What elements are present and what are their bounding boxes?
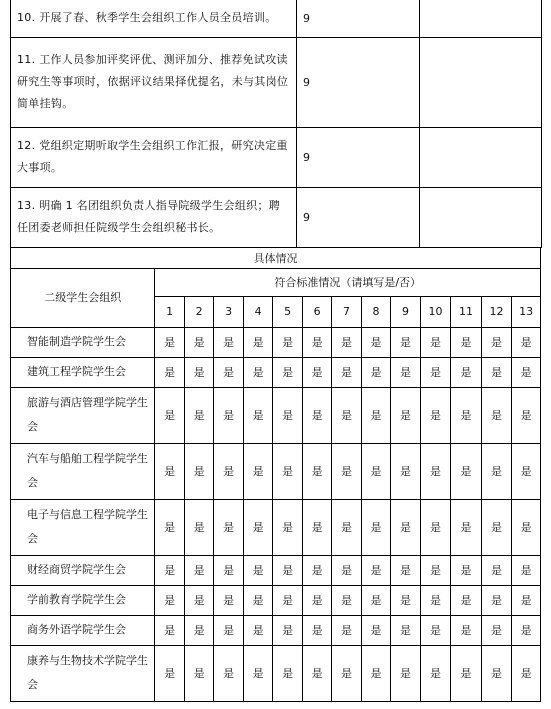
compliance-value: 是 — [302, 443, 331, 499]
compliance-value: 是 — [391, 327, 420, 357]
compliance-value: 是 — [420, 615, 451, 645]
compliance-value: 是 — [184, 499, 213, 555]
compliance-value: 是 — [155, 585, 184, 615]
criterion-number: 12 — [481, 296, 512, 327]
criterion-text: 10. 开展了春、秋季学生会组织工作人员全员培训。 — [11, 0, 297, 37]
compliance-value: 是 — [332, 615, 361, 645]
compliance-value: 是 — [214, 499, 243, 555]
detail-title: 具体情况 — [11, 247, 541, 268]
compliance-value: 是 — [243, 499, 272, 555]
criterion-score: 9 — [297, 127, 420, 187]
compliance-value: 是 — [512, 645, 541, 701]
compliance-value: 是 — [512, 357, 541, 387]
compliance-value: 是 — [155, 499, 184, 555]
compliance-value: 是 — [451, 555, 482, 585]
criterion-remark — [420, 0, 542, 37]
compliance-value: 是 — [243, 555, 272, 585]
criterion-number: 7 — [332, 296, 361, 327]
criterion-number: 9 — [391, 296, 420, 327]
compliance-value: 是 — [332, 585, 361, 615]
compliance-value: 是 — [420, 645, 451, 701]
compliance-value: 是 — [451, 387, 482, 443]
compliance-value: 是 — [214, 357, 243, 387]
compliance-value: 是 — [332, 555, 361, 585]
compliance-value: 是 — [332, 443, 361, 499]
compliance-value: 是 — [481, 327, 512, 357]
compliance-header: 符合标准情况（请填写是/否） — [155, 268, 541, 296]
compliance-value: 是 — [420, 387, 451, 443]
criteria-row-10 — [11, 0, 542, 37]
org-name: 旅游与酒店管理学院学生会 — [11, 387, 155, 443]
compliance-value: 是 — [420, 327, 451, 357]
criteria-row-13 — [11, 187, 542, 247]
compliance-value: 是 — [361, 443, 390, 499]
compliance-value: 是 — [420, 443, 451, 499]
compliance-value: 是 — [420, 585, 451, 615]
criterion-number: 11 — [451, 296, 482, 327]
compliance-value: 是 — [243, 387, 272, 443]
org-row — [11, 615, 541, 645]
criterion-text: 12. 党组织定期听取学生会组织工作汇报，研究决定重大事项。 — [11, 127, 297, 187]
org-row — [11, 357, 541, 387]
compliance-value: 是 — [512, 555, 541, 585]
criterion-number: 5 — [273, 296, 302, 327]
criteria-row-12 — [11, 127, 542, 187]
compliance-value: 是 — [420, 357, 451, 387]
compliance-value: 是 — [214, 443, 243, 499]
compliance-value: 是 — [214, 387, 243, 443]
criterion-number: 4 — [243, 296, 272, 327]
compliance-value: 是 — [481, 443, 512, 499]
criterion-number: 10 — [420, 296, 451, 327]
compliance-value: 是 — [451, 327, 482, 357]
compliance-value: 是 — [273, 327, 302, 357]
org-name: 建筑工程学院学生会 — [11, 357, 155, 387]
criterion-score: 9 — [297, 37, 420, 127]
org-row — [11, 645, 541, 701]
compliance-value: 是 — [391, 615, 420, 645]
compliance-value: 是 — [512, 499, 541, 555]
compliance-value: 是 — [184, 387, 213, 443]
compliance-value: 是 — [420, 555, 451, 585]
compliance-value: 是 — [214, 585, 243, 615]
compliance-value: 是 — [391, 645, 420, 701]
org-row — [11, 585, 541, 615]
org-name: 汽车与船舶工程学院学生会 — [11, 443, 155, 499]
compliance-value: 是 — [481, 387, 512, 443]
compliance-value: 是 — [451, 615, 482, 645]
compliance-value: 是 — [391, 555, 420, 585]
compliance-value: 是 — [273, 443, 302, 499]
compliance-value: 是 — [273, 555, 302, 585]
compliance-value: 是 — [302, 499, 331, 555]
compliance-value: 是 — [184, 555, 213, 585]
compliance-value: 是 — [481, 357, 512, 387]
compliance-value: 是 — [302, 585, 331, 615]
compliance-value: 是 — [155, 387, 184, 443]
compliance-value: 是 — [184, 357, 213, 387]
org-name: 商务外语学院学生会 — [11, 615, 155, 645]
compliance-value: 是 — [332, 327, 361, 357]
evaluation-sheet — [10, 0, 541, 702]
compliance-value: 是 — [391, 387, 420, 443]
compliance-value: 是 — [332, 645, 361, 701]
compliance-value: 是 — [243, 357, 272, 387]
compliance-value: 是 — [481, 585, 512, 615]
criteria-table — [10, 0, 542, 248]
org-name: 财经商贸学院学生会 — [11, 555, 155, 585]
criterion-text: 13. 明确 1 名团组织负责人指导院级学生会组织；聘任团委老师担任院级学生会组织秘书长。 — [11, 187, 297, 247]
compliance-value: 是 — [243, 443, 272, 499]
detail-title-row — [11, 247, 541, 268]
compliance-value: 是 — [391, 499, 420, 555]
compliance-value: 是 — [512, 615, 541, 645]
compliance-value: 是 — [273, 387, 302, 443]
compliance-value: 是 — [451, 585, 482, 615]
compliance-value: 是 — [273, 645, 302, 701]
compliance-value: 是 — [302, 327, 331, 357]
compliance-value: 是 — [214, 327, 243, 357]
compliance-value: 是 — [302, 615, 331, 645]
criterion-score: 9 — [297, 187, 420, 247]
compliance-value: 是 — [243, 585, 272, 615]
compliance-value: 是 — [391, 357, 420, 387]
org-row — [11, 327, 541, 357]
compliance-value: 是 — [361, 499, 390, 555]
compliance-value: 是 — [155, 443, 184, 499]
criterion-number: 2 — [184, 296, 213, 327]
compliance-value: 是 — [155, 357, 184, 387]
compliance-value: 是 — [512, 443, 541, 499]
compliance-value: 是 — [184, 327, 213, 357]
criterion-remark — [420, 187, 542, 247]
org-column-header: 二级学生会组织 — [11, 268, 155, 327]
compliance-value: 是 — [512, 585, 541, 615]
compliance-value: 是 — [451, 645, 482, 701]
compliance-value: 是 — [361, 645, 390, 701]
criterion-number: 6 — [302, 296, 331, 327]
compliance-value: 是 — [155, 615, 184, 645]
compliance-value: 是 — [361, 387, 390, 443]
org-row — [11, 499, 541, 555]
criteria-row-11 — [11, 37, 542, 127]
compliance-value: 是 — [155, 327, 184, 357]
org-row — [11, 555, 541, 585]
compliance-value: 是 — [302, 555, 331, 585]
compliance-value: 是 — [214, 645, 243, 701]
compliance-value: 是 — [273, 585, 302, 615]
compliance-value: 是 — [302, 357, 331, 387]
compliance-table — [10, 247, 541, 702]
criterion-score: 9 — [297, 0, 420, 37]
compliance-value: 是 — [214, 615, 243, 645]
compliance-value: 是 — [273, 357, 302, 387]
criterion-number: 1 — [155, 296, 184, 327]
criterion-remark — [420, 127, 542, 187]
criterion-number: 3 — [214, 296, 243, 327]
compliance-value: 是 — [243, 327, 272, 357]
compliance-value: 是 — [243, 615, 272, 645]
org-name: 康养与生物技术学院学生会 — [11, 645, 155, 701]
compliance-value: 是 — [451, 499, 482, 555]
compliance-value: 是 — [302, 387, 331, 443]
compliance-value: 是 — [184, 645, 213, 701]
compliance-value: 是 — [332, 387, 361, 443]
compliance-value: 是 — [481, 499, 512, 555]
compliance-value: 是 — [184, 615, 213, 645]
compliance-value: 是 — [361, 357, 390, 387]
org-name: 智能制造学院学生会 — [11, 327, 155, 357]
org-name: 学前教育学院学生会 — [11, 585, 155, 615]
compliance-value: 是 — [361, 615, 390, 645]
compliance-value: 是 — [512, 327, 541, 357]
compliance-value: 是 — [391, 443, 420, 499]
compliance-value: 是 — [361, 585, 390, 615]
org-row — [11, 443, 541, 499]
compliance-value: 是 — [420, 499, 451, 555]
compliance-value: 是 — [332, 357, 361, 387]
compliance-value: 是 — [361, 327, 390, 357]
compliance-value: 是 — [243, 645, 272, 701]
org-name: 电子与信息工程学院学生会 — [11, 499, 155, 555]
compliance-value: 是 — [332, 499, 361, 555]
compliance-value: 是 — [451, 443, 482, 499]
org-rows — [11, 327, 541, 701]
compliance-value: 是 — [214, 555, 243, 585]
compliance-value: 是 — [481, 645, 512, 701]
compliance-value: 是 — [155, 555, 184, 585]
criterion-number: 8 — [361, 296, 390, 327]
compliance-value: 是 — [481, 555, 512, 585]
compliance-value: 是 — [184, 443, 213, 499]
compliance-value: 是 — [273, 615, 302, 645]
compliance-value: 是 — [361, 555, 390, 585]
compliance-value: 是 — [481, 615, 512, 645]
criterion-text: 11. 工作人员参加评奖评优、测评加分、推荐免试攻读研究生等事项时，依据评议结果择优提名，未与其岗位简单挂钩。 — [11, 37, 297, 127]
compliance-value: 是 — [451, 357, 482, 387]
compliance-header-row — [11, 268, 541, 296]
compliance-value: 是 — [302, 645, 331, 701]
compliance-value: 是 — [512, 387, 541, 443]
criterion-remark — [420, 37, 542, 127]
criterion-number: 13 — [512, 296, 541, 327]
compliance-value: 是 — [273, 499, 302, 555]
org-row — [11, 387, 541, 443]
compliance-value: 是 — [184, 585, 213, 615]
compliance-value: 是 — [155, 645, 184, 701]
compliance-value: 是 — [391, 585, 420, 615]
